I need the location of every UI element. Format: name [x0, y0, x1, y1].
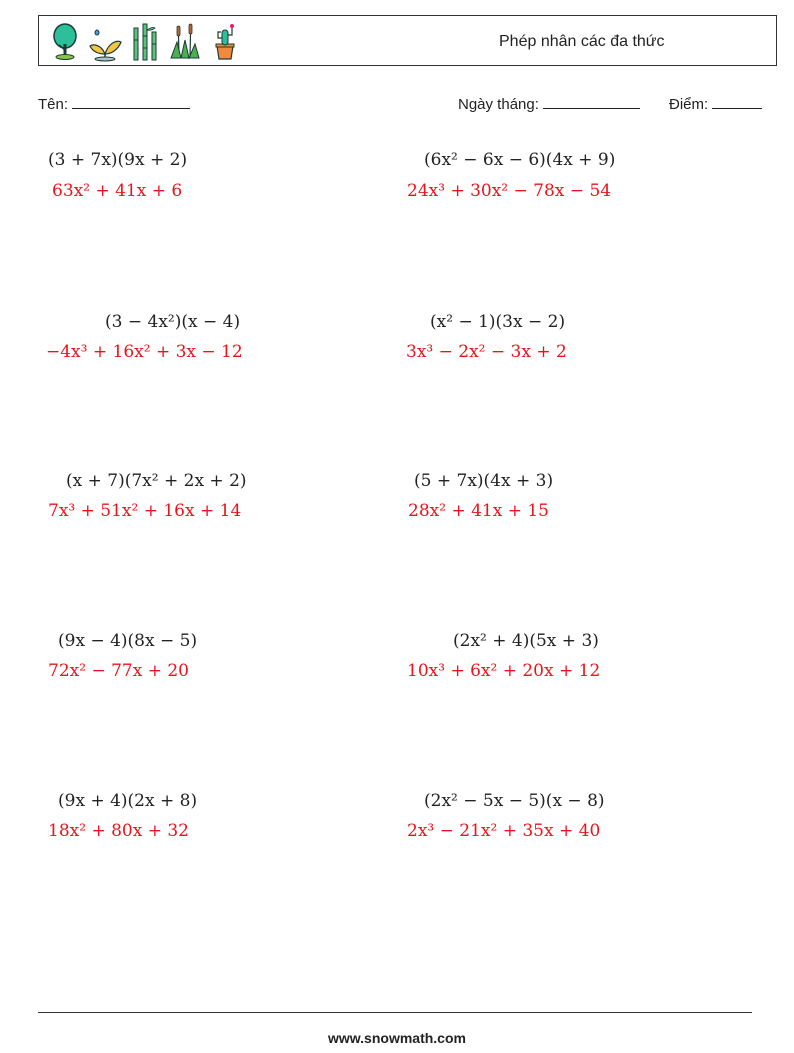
name-label: Tên:	[38, 96, 69, 113]
problem-1-answer: 63x² + 41x + 6	[52, 181, 183, 201]
problem-3-answer: −4x³ + 16x² + 3x − 12	[46, 342, 243, 362]
problem-7-question: (9x − 4)(8x − 5)	[58, 631, 198, 651]
score-blank[interactable]	[712, 94, 762, 109]
problem-3-question: (3 − 4x²)(x − 4)	[105, 312, 241, 332]
date-label: Ngày tháng:	[458, 96, 539, 113]
score-label: Điểm:	[669, 96, 709, 113]
problem-6-question: (5 + 7x)(4x + 3)	[414, 471, 554, 491]
date-field[interactable]	[458, 94, 640, 113]
problem-1-question: (3 + 7x)(9x + 2)	[48, 150, 188, 170]
problem-9-question: (9x + 4)(2x + 8)	[58, 791, 198, 811]
problem-8-question: (2x² + 4)(5x + 3)	[453, 631, 599, 651]
problem-9-answer: 18x² + 80x + 32	[48, 821, 189, 841]
sprout-watering-icon	[87, 20, 123, 62]
name-blank[interactable]	[72, 94, 190, 109]
problem-2-question: (6x² − 6x − 6)(4x + 9)	[424, 150, 616, 170]
problem-2-answer: 24x³ + 30x² − 78x − 54	[407, 181, 612, 201]
problem-10-question: (2x² − 5x − 5)(x − 8)	[424, 791, 605, 811]
name-field[interactable]	[38, 94, 190, 113]
bamboo-icon	[127, 20, 163, 62]
problem-7-answer: 72x² − 77x + 20	[48, 661, 189, 681]
problem-5-question: (x + 7)(7x² + 2x + 2)	[66, 471, 247, 491]
footer-divider	[38, 1012, 752, 1013]
date-blank[interactable]	[543, 94, 640, 109]
tree-icon	[47, 20, 83, 62]
problem-8-answer: 10x³ + 6x² + 20x + 12	[407, 661, 601, 681]
problem-10-answer: 2x³ − 21x² + 35x + 40	[407, 821, 601, 841]
footer-url[interactable]: www.snowmath.com	[328, 1030, 466, 1046]
problem-4-question: (x² − 1)(3x − 2)	[430, 312, 566, 332]
potted-cactus-icon	[207, 20, 243, 62]
problem-6-answer: 28x² + 41x + 15	[408, 501, 549, 521]
reed-grass-icon	[167, 20, 203, 62]
header-icons	[47, 20, 243, 62]
score-field[interactable]	[669, 94, 762, 113]
header-box	[38, 15, 777, 66]
problem-4-answer: 3x³ − 2x² − 3x + 2	[406, 342, 567, 362]
problem-5-answer: 7x³ + 51x² + 16x + 14	[48, 501, 242, 521]
worksheet-title: Phép nhân các đa thức	[499, 33, 665, 50]
